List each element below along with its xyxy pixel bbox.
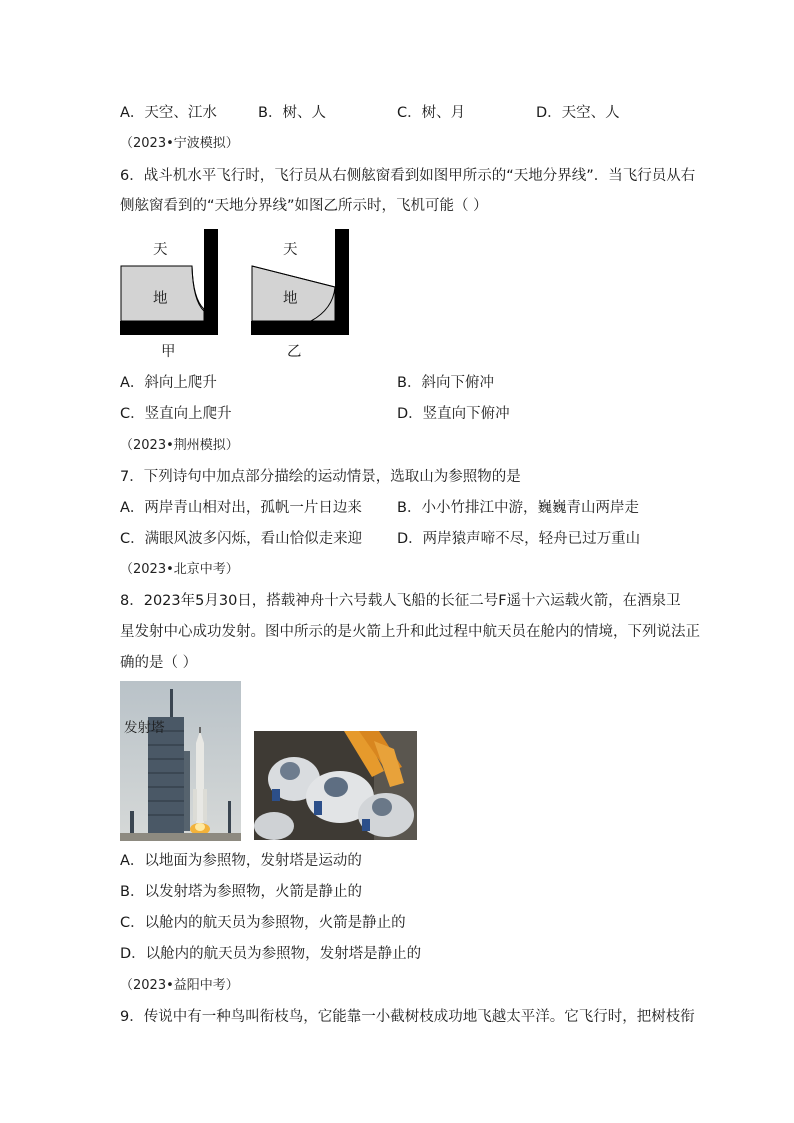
- option-a: A．以地面为参照物，发射塔是运动的: [120, 853, 362, 869]
- launch-tower-label: 发射塔: [124, 720, 165, 736]
- option-a: A．两岸青山相对出，孤帆一片日边来: [120, 500, 362, 516]
- option-a: A．斜向上爬升: [120, 375, 217, 391]
- launch-tower-photo: [120, 681, 241, 841]
- option-c: C．以舱内的航天员为参照物，火箭是静止的: [120, 915, 406, 931]
- figure-caption: 乙: [287, 344, 302, 360]
- question-stem: 6．战斗机水平飞行时，飞行员从右侧舷窗看到如图甲所示的“天地分界线”．当飞行员从右: [120, 168, 696, 184]
- question-stem: 7．下列诗句中加点部分描绘的运动情景，选取山为参照物的是: [120, 469, 521, 485]
- option-c: C．竖直向上爬升: [120, 406, 232, 422]
- option-b: B．树、人: [258, 105, 326, 121]
- question-source: （2023•荆州模拟）: [120, 438, 239, 453]
- option-b: B．斜向下俯冲: [397, 375, 494, 391]
- question-source: （2023•北京中考）: [120, 562, 239, 577]
- question-stem: 8．2023年5月30日，搭载神舟十六号载人飞船的长征二号F遥十六运载火箭，在酒泉卫: [120, 593, 681, 609]
- option-c: C．满眼风波多闪烁，看山恰似走来迎: [120, 531, 363, 547]
- option-d: D．以舱内的航天员为参照物，发射塔是静止的: [120, 946, 422, 962]
- question-stem: 星发射中心成功发射。图中所示的是火箭上升和此过程中航天员在舱内的情境，下列说法正: [120, 624, 700, 640]
- option-c: C．树、月: [397, 105, 466, 121]
- sky-label: 天: [283, 242, 298, 258]
- ground-label: 地: [153, 291, 168, 307]
- sky-label: 天: [153, 242, 168, 258]
- figure-caption: 甲: [161, 344, 176, 360]
- question-stem: 侧舷窗看到的“天地分界线”如图乙所示时，飞机可能（ ）: [120, 198, 488, 214]
- horizon-figure-jia: [120, 229, 218, 335]
- option-b: B．小小竹排江中游，巍巍青山两岸走: [397, 500, 639, 516]
- option-a: A．天空、江水: [120, 105, 217, 121]
- option-b: B．以发射塔为参照物，火箭是静止的: [120, 884, 362, 900]
- question-source: （2023•宁波模拟）: [120, 136, 239, 151]
- horizon-figure-yi: [251, 229, 349, 335]
- question-stem: 9．传说中有一种鸟叫衔枝鸟，它能靠一小截树枝成功地飞越太平洋。它飞行时，把树枝衔: [120, 1009, 695, 1025]
- question-source: （2023•益阳中考）: [120, 978, 239, 993]
- question-stem: 确的是（ ）: [120, 655, 198, 671]
- option-d: D．两岸猿声啼不尽，轻舟已过万重山: [397, 531, 641, 547]
- astronauts-cabin-photo: [254, 731, 417, 840]
- ground-label: 地: [283, 291, 298, 307]
- option-d: D．天空、人: [536, 105, 620, 121]
- option-d: D．竖直向下俯冲: [397, 406, 510, 422]
